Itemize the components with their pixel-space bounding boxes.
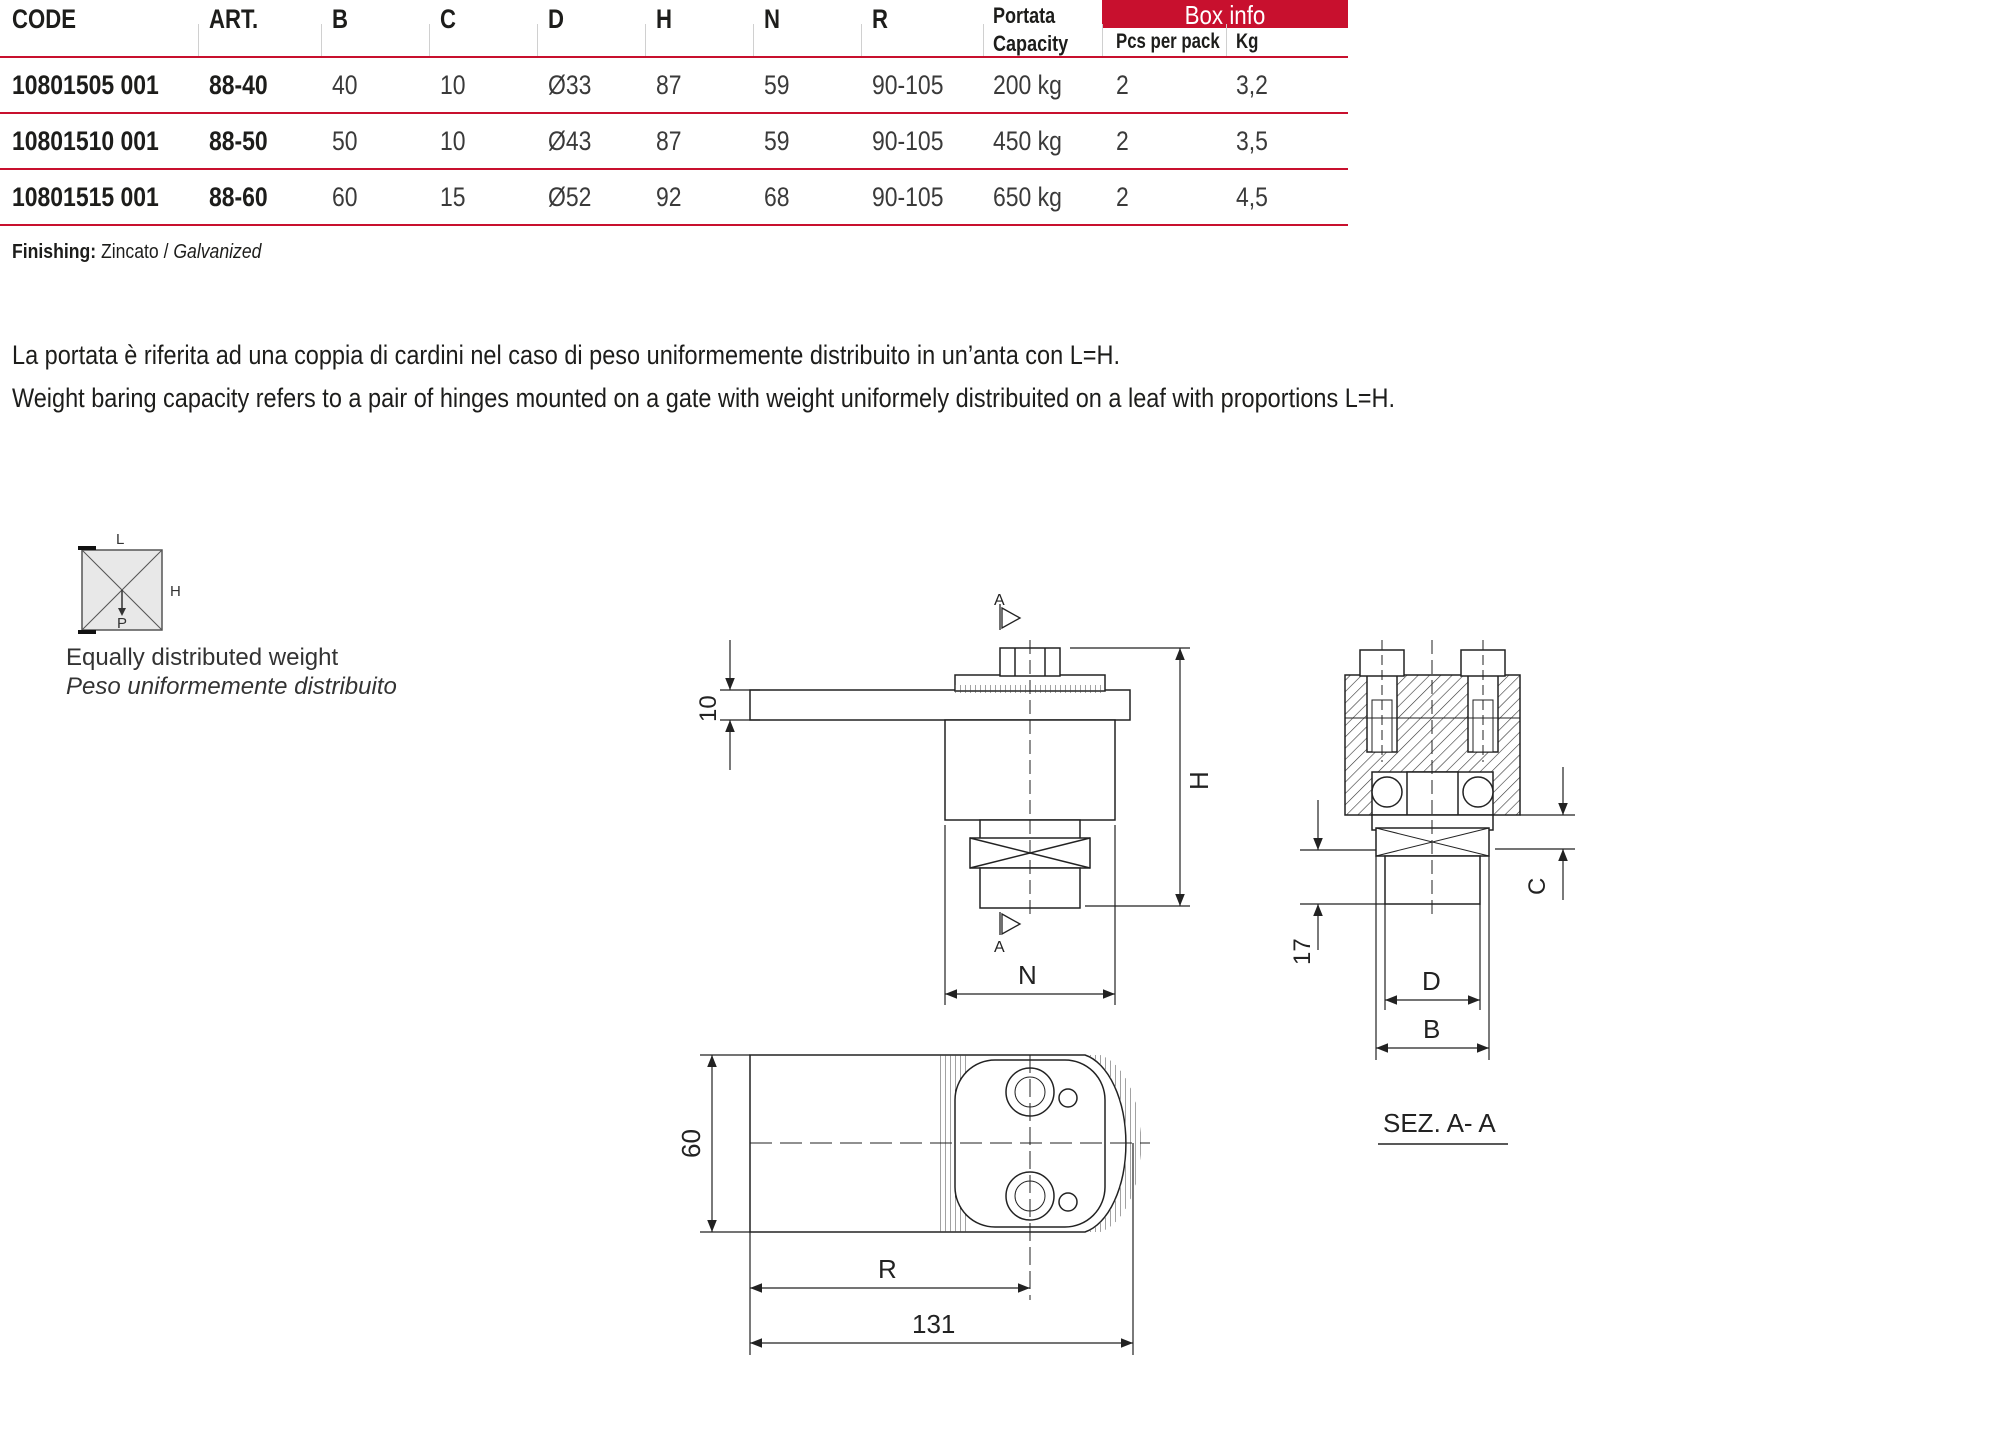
header-pcs-per-pack: Pcs per pack bbox=[1116, 30, 1220, 53]
header-b: B bbox=[332, 4, 348, 34]
cell-art: 88-50 bbox=[209, 126, 268, 156]
cell-pcs: 2 bbox=[1116, 126, 1129, 156]
weight-caption-it: Peso uniformemente distribuito bbox=[66, 673, 397, 700]
finishing-it: Zincato bbox=[100, 241, 159, 263]
cell-pcs: 2 bbox=[1116, 182, 1129, 212]
dim-n-label: N bbox=[1018, 960, 1037, 990]
cell-pcs: 2 bbox=[1116, 70, 1129, 100]
box-info-label: Box info bbox=[1184, 0, 1266, 30]
cell-capacity: 200 kg bbox=[993, 70, 1062, 100]
dimension-r bbox=[750, 1232, 1030, 1355]
label-l: L bbox=[116, 531, 125, 548]
dim-h-label: H bbox=[1184, 771, 1214, 790]
header-n: N bbox=[764, 4, 780, 34]
section-mark-top: A bbox=[994, 592, 1005, 609]
header-code: CODE bbox=[12, 4, 76, 34]
cell-r: 90-105 bbox=[872, 126, 944, 156]
cell-r: 90-105 bbox=[872, 70, 944, 100]
header-kg: Kg bbox=[1236, 30, 1259, 53]
cell-code: 10801505 001 bbox=[12, 70, 159, 100]
cell-h: 87 bbox=[656, 70, 682, 100]
dim-d-label: D bbox=[1422, 966, 1441, 996]
cell-capacity: 450 kg bbox=[993, 126, 1062, 156]
cell-b: 50 bbox=[332, 126, 358, 156]
weight-caption-en: Equally distributed weight bbox=[66, 644, 339, 671]
finishing-en: Galvanized bbox=[173, 241, 262, 263]
dim-c-label: C bbox=[1524, 877, 1551, 895]
cell-n: 59 bbox=[764, 126, 790, 156]
cell-code: 10801510 001 bbox=[12, 126, 159, 156]
header-h: H bbox=[656, 4, 672, 34]
cell-kg: 3,5 bbox=[1236, 126, 1268, 156]
cell-d: Ø52 bbox=[548, 182, 592, 212]
bearing-ball-right bbox=[1463, 777, 1493, 807]
section-view bbox=[1345, 640, 1520, 915]
cell-c: 15 bbox=[440, 182, 466, 212]
cell-kg: 4,5 bbox=[1236, 182, 1268, 212]
header-capacity-it: Portata bbox=[993, 3, 1056, 28]
label-p: P bbox=[117, 615, 128, 632]
dim-r-label: R bbox=[878, 1254, 897, 1284]
cell-d: Ø43 bbox=[548, 126, 592, 156]
finishing-label: Finishing: bbox=[12, 241, 97, 263]
cell-capacity: 650 kg bbox=[993, 182, 1062, 212]
cell-art: 88-40 bbox=[209, 70, 268, 100]
cell-h: 92 bbox=[656, 182, 682, 212]
header-r: R bbox=[872, 4, 888, 34]
label-h: H bbox=[170, 583, 181, 600]
capacity-note-en: Weight baring capacity refers to a pair of hinges mounted on a gate with weight uniformely distribuited on a leaf with proportions L=H. bbox=[12, 383, 1395, 413]
dim-b-label: B bbox=[1423, 1014, 1441, 1044]
dim-17-label: 17 bbox=[1289, 938, 1316, 965]
cell-n: 68 bbox=[764, 182, 790, 212]
cell-d: Ø33 bbox=[548, 70, 592, 100]
cell-n: 59 bbox=[764, 70, 790, 100]
front-view bbox=[750, 640, 1130, 915]
cell-c: 10 bbox=[440, 126, 466, 156]
cell-r: 90-105 bbox=[872, 182, 944, 212]
header-d: D bbox=[548, 4, 564, 34]
cell-b: 40 bbox=[332, 70, 358, 100]
dim-60-label: 60 bbox=[676, 1129, 706, 1158]
dimension-60 bbox=[700, 1055, 750, 1232]
section-label: SEZ. A- A bbox=[1383, 1108, 1496, 1138]
dim-131-label: 131 bbox=[912, 1309, 956, 1339]
hinge-plate bbox=[750, 690, 1130, 720]
header-capacity-en: Capacity bbox=[993, 31, 1069, 56]
cell-b: 60 bbox=[332, 182, 358, 212]
cell-h: 87 bbox=[656, 126, 682, 156]
top-view bbox=[750, 1055, 1150, 1300]
header-art: ART. bbox=[209, 4, 259, 34]
capacity-note-it: La portata è riferita ad una coppia di cardini nel caso di peso uniformemente distribuito in un’anta con L=H. bbox=[12, 340, 1120, 370]
section-mark-bottom: A bbox=[994, 939, 1005, 956]
cell-art: 88-60 bbox=[209, 182, 268, 212]
finishing-sep: / bbox=[158, 241, 174, 263]
dim-10-label: 10 bbox=[695, 695, 722, 722]
header-c: C bbox=[440, 4, 456, 34]
cell-c: 10 bbox=[440, 70, 466, 100]
cell-code: 10801515 001 bbox=[12, 182, 159, 212]
cell-kg: 3,2 bbox=[1236, 70, 1268, 100]
bearing-ball-left bbox=[1372, 777, 1402, 807]
